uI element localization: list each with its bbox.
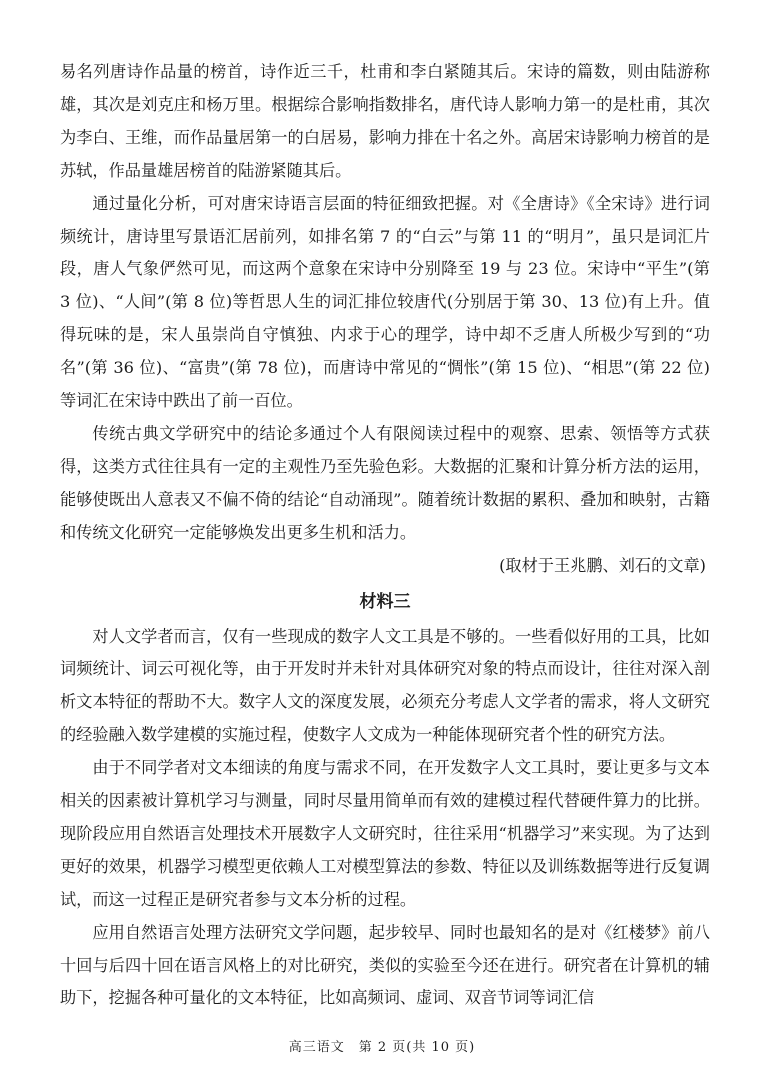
page-footer: 高三语文 第 2 页(共 10 页): [288, 1040, 476, 1055]
paragraph-5: 由于不同学者对文本细读的角度与需求不同，在开发数字人文工具时，要让更多与文本相关的因素被计算机学习与测量，同时尽量用简单而有效的建模过程代替硬件算力的比拼。现阶段应用自然语言处理技术开展数字人文研究时，往往采用“机器学习”来实现。为了达到更好的效果，机器学习模型更依赖人工对模型算法的参数、特征以及训练数据等进行反复调试，而这一过程正是研究者参与文本分析的过程。: [60, 758, 710, 909]
document-body: [60, 56, 710, 1015]
source-citation: (取材于王兆鹏、刘石的文章): [499, 555, 706, 575]
paragraph-1: 易名列唐诗作品量的榜首，诗作近三千，杜甫和李白紧随其后。宋诗的篇数，则由陆游称雄，其次是刘克庄和杨万里。根据综合影响指数排名，唐代诗人影响力第一的是杜甫，其次为李白、王维，而作品量居第一的白居易，影响力排在十名之外。高居宋诗影响力榜首的是苏轼，作品量雄居榜首的陆游紧随其后。: [60, 62, 710, 180]
paragraph-3: 传统古典文学研究中的结论多通过个人有限阅读过程中的观察、思索、领悟等方式获得，这类方式往往具有一定的主观性乃至先验色彩。大数据的汇聚和计算分析方法的运用，能够使既出人意表又不偏不倚的结论“自动涌现”。随着统计数据的累积、叠加和映射，古籍和传统文化研究一定能够焕发出更多生机和活力。: [60, 423, 710, 542]
paragraph-6: 应用自然语言处理方法研究文学问题，起步较早、同时也最知名的是对《红楼梦》前八十回与后四十回在语言风格上的对比研究，类似的实验至今还在进行。研究者在计算机的辅助下，挖掘各种可量化的文本特征，比如高频词、虚词、双音节词等词汇信: [60, 922, 710, 1008]
paragraph-2: 通过量化分析，可对唐宋诗语言层面的特征细致把握。对《全唐诗》《全宋诗》进行词频统计，唐诗里写景语汇居前列，如排名第 7 的“白云”与第 11 的“明月”，虽只是词汇片段，唐人气象俨然可见，而这两个意象在宋诗中分别降至 19 与 23 位。宋诗中“平生”(第 3 位)、“人间”(第 8 位)等哲思人生的词汇排位较唐代(分别居于第 30、13 位)有上升。值得玩味的是，宋人虽崇尚自守慎独、内求于心的理学，诗中却不乏唐人所极少写到的“功名”(第 36 位)、“富贵”(第 78 位)，而唐诗中常见的“惆怅”(第 15 位)、“相思”(第 22 位)等词汇在宋诗中跌出了前一百位。: [60, 193, 710, 411]
paragraph-4: 对人文学者而言，仅有一些现成的数字人文工具是不够的。一些看似好用的工具，比如词频统计、词云可视化等，由于开发时并未针对具体研究对象的特点而设计，往往对深入剖析文本特征的帮助不大。数字人文的深度发展，必须充分考虑人文学者的需求，将人文研究的经验融入数学建模的实施过程，使数字人文成为一种能体现研究者个性的研究方法。: [60, 626, 710, 745]
section-title: 材料三: [359, 591, 411, 612]
